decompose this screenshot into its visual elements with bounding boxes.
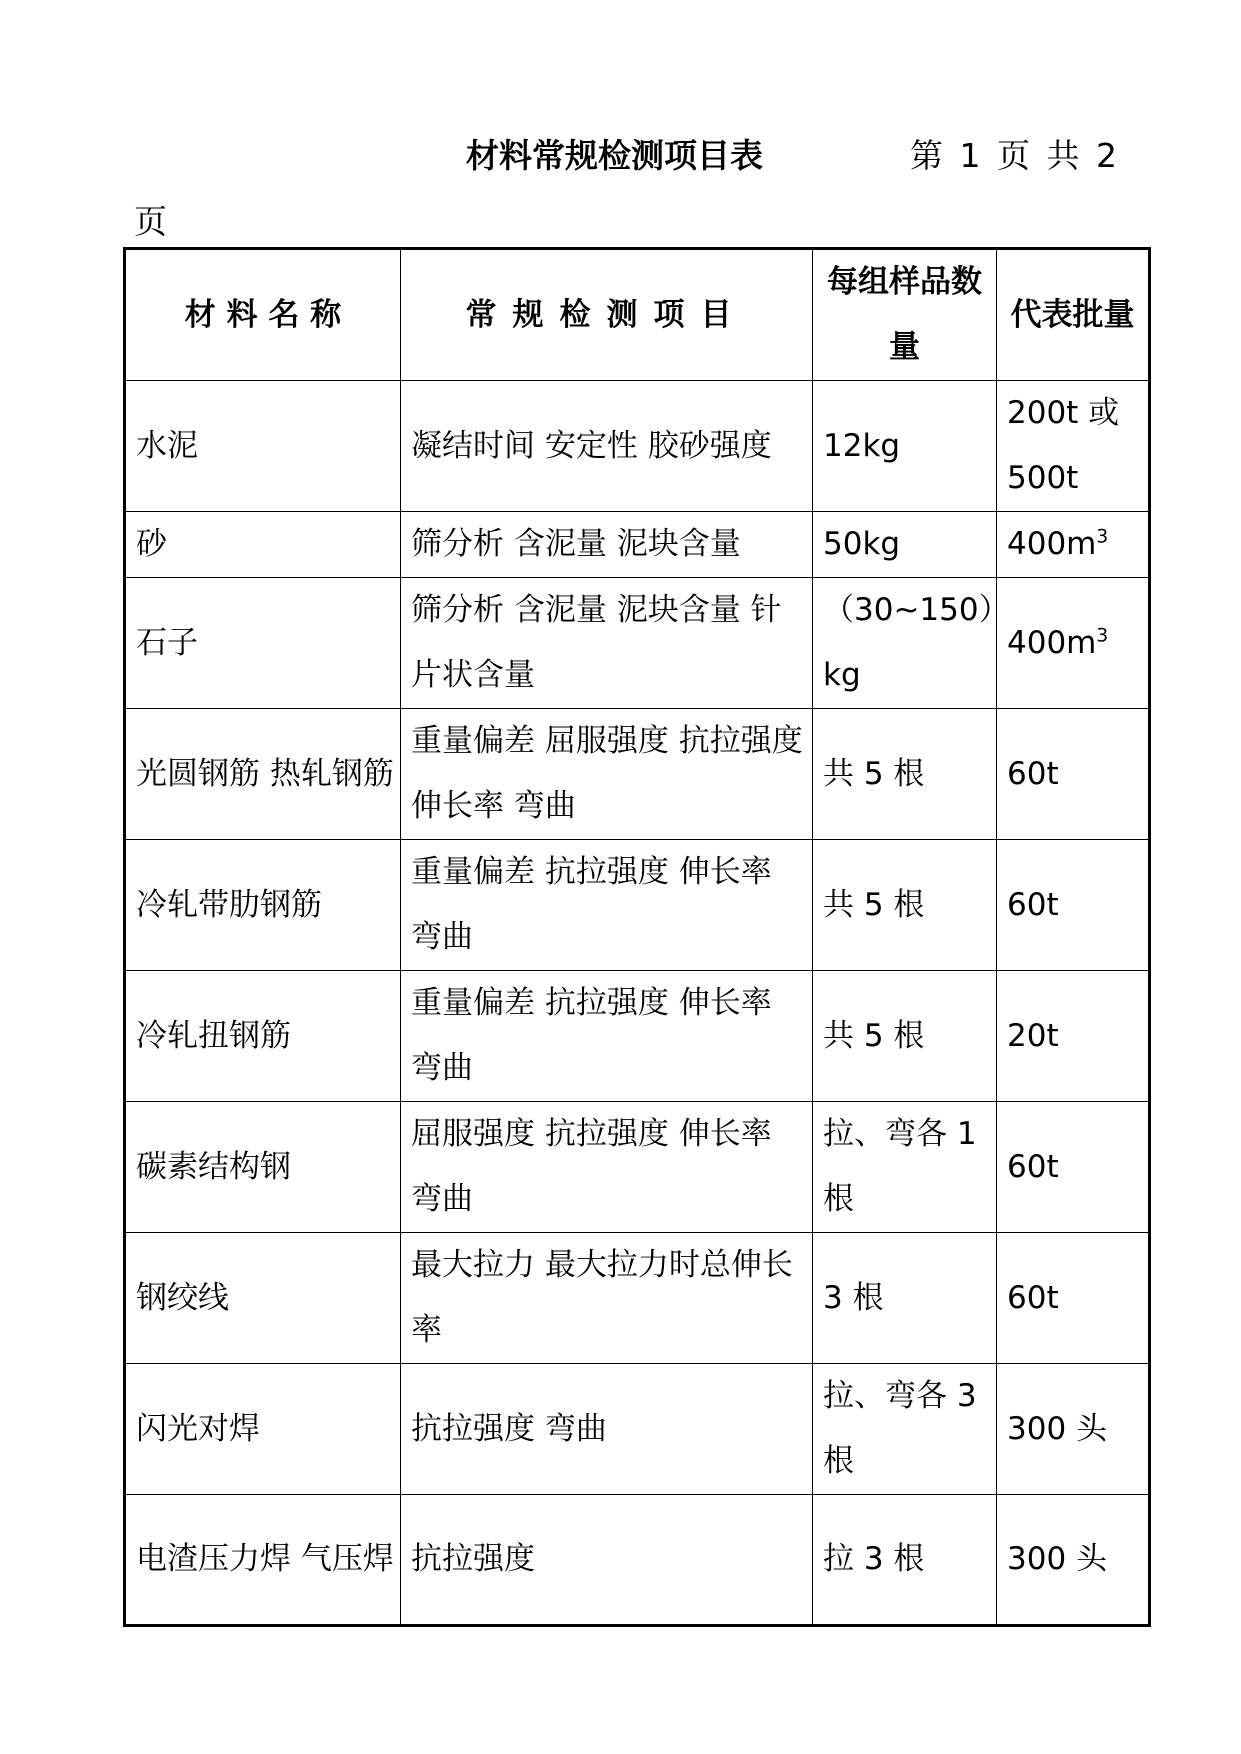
table-row — [125, 971, 1150, 1102]
column-header-sample-quantity: 每组样品数量 — [813, 249, 997, 381]
batch-size-cell: 60t — [997, 709, 1150, 840]
test-items-cell: 筛分析 含泥量 泥块含量 针片状含量 — [401, 578, 813, 709]
batch-size-exponent: 3 — [1096, 526, 1109, 548]
test-items-cell: 最大拉力 最大拉力时总伸长率 — [401, 1233, 813, 1364]
table-row — [125, 1364, 1150, 1495]
batch-size-exponent: 3 — [1096, 625, 1109, 647]
test-items-cell: 屈服强度 抗拉强度 伸长率 弯曲 — [401, 1102, 813, 1233]
materials-test-table — [123, 247, 1151, 1627]
material-name-cell: 冷轧扭钢筋 — [125, 971, 401, 1102]
batch-size-value: 400m — [1007, 624, 1097, 661]
page-number: 第 1 页 共 2 — [910, 136, 1120, 175]
table-header-row — [125, 249, 1150, 381]
material-name-cell: 光圆钢筋 热轧钢筋 — [125, 709, 401, 840]
batch-size-cell — [997, 578, 1150, 709]
sample-quantity-cell: （30~150）kg — [813, 578, 997, 709]
column-header-test-items: 常规检测项目 — [401, 249, 813, 381]
test-items-cell: 重量偏差 抗拉强度 伸长率 弯曲 — [401, 840, 813, 971]
material-name-cell: 砂 — [125, 512, 401, 578]
sample-quantity-cell: 50kg — [813, 512, 997, 578]
batch-size-cell — [997, 512, 1150, 578]
material-name-cell: 水泥 — [125, 381, 401, 512]
table-row — [125, 512, 1150, 578]
batch-size-cell: 60t — [997, 1233, 1150, 1364]
material-name-cell: 冷轧带肋钢筋 — [125, 840, 401, 971]
batch-size-cell: 60t — [997, 1102, 1150, 1233]
material-name-cell: 钢绞线 — [125, 1233, 401, 1364]
batch-size-cell: 300 头 — [997, 1364, 1150, 1495]
table-row — [125, 840, 1150, 971]
sample-quantity-cell: 拉、弯各 3 根 — [813, 1364, 997, 1495]
batch-size-cell: 300 头 — [997, 1495, 1150, 1626]
material-name-cell: 电渣压力焊 气压焊 — [125, 1495, 401, 1626]
test-items-cell: 重量偏差 屈服强度 抗拉强度 伸长率 弯曲 — [401, 709, 813, 840]
sample-quantity-cell: 共 5 根 — [813, 971, 997, 1102]
batch-size-value: 400m — [1007, 526, 1097, 562]
test-items-cell: 筛分析 含泥量 泥块含量 — [401, 512, 813, 578]
sample-quantity-cell: 拉 3 根 — [813, 1495, 997, 1626]
sample-quantity-cell: 拉、弯各 1 根 — [813, 1102, 997, 1233]
table-row — [125, 709, 1150, 840]
test-items-cell: 重量偏差 抗拉强度 伸长率 弯曲 — [401, 971, 813, 1102]
test-items-cell: 抗拉强度 — [401, 1495, 813, 1626]
test-items-cell: 抗拉强度 弯曲 — [401, 1364, 813, 1495]
material-name-cell: 闪光对焊 — [125, 1364, 401, 1495]
table-row — [125, 578, 1150, 709]
table-row — [125, 381, 1150, 512]
page-number-continued: 页 — [134, 202, 167, 241]
table-row — [125, 1495, 1150, 1626]
material-name-cell: 石子 — [125, 578, 401, 709]
sample-quantity-cell: 共 5 根 — [813, 840, 997, 971]
sample-quantity-cell: 12kg — [813, 381, 997, 512]
column-header-batch-size: 代表批量 — [997, 249, 1150, 381]
sample-quantity-cell: 3 根 — [813, 1233, 997, 1364]
sample-quantity-cell: 共 5 根 — [813, 709, 997, 840]
table-row — [125, 1102, 1150, 1233]
batch-size-cell: 20t — [997, 971, 1150, 1102]
batch-size-cell: 60t — [997, 840, 1150, 971]
material-name-cell: 碳素结构钢 — [125, 1102, 401, 1233]
batch-size-cell: 200t 或 500t — [997, 381, 1150, 512]
column-header-material: 材 料 名 称 — [125, 249, 401, 381]
page-title: 材料常规检测项目表 — [466, 136, 763, 175]
table-row — [125, 1233, 1150, 1364]
test-items-cell: 凝结时间 安定性 胶砂强度 — [401, 381, 813, 512]
